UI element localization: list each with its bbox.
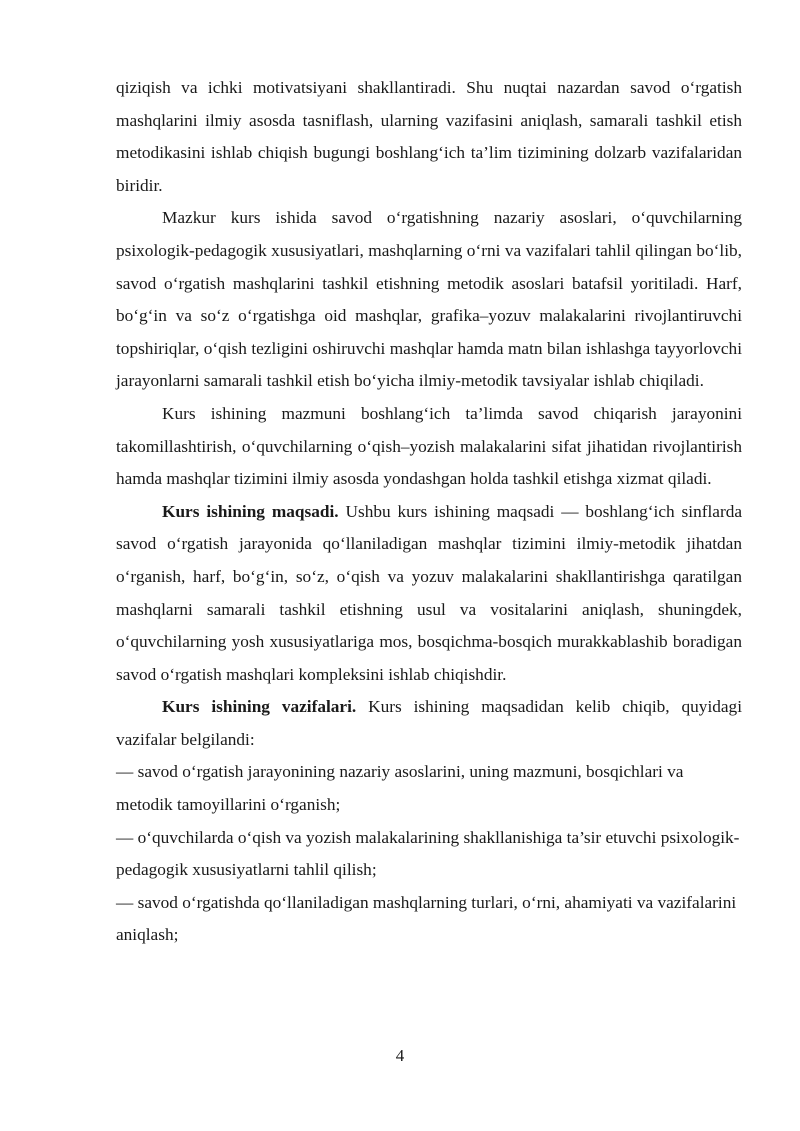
goal-text: Ushbu kurs ishining maqsadi — boshlang‘ich sinflarda savod o‘rgatish jarayonida qo‘llaniladigan mashqlar tizimini ilmiy-metodik jihatdan o‘rganish, harf, bo‘g‘in, so‘z, o‘qish va yozuv malakalarini shakllantirishga qaratilgan mashqlarni samarali tashkil etishning usul va vositalarini aniqlash, shuningdek, o‘quvchilarning yosh xususiyatlariga mos, bosqichma-bosqich murakkablashib boradigan savod o‘rgatish mashqlari kompleksini ishlab chiqishdir. [116, 501, 743, 684]
paragraph-intro-continued: qiziqish va ichki motivatsiyani shakllantiradi. Shu nuqtai nazardan savod o‘rgatish mashqlarini ilmiy asosda tasniflash, ularning vazifasini aniqlash, samarali tashkil etish metodikasini ishlab chiqish bugungi boshlang‘ich ta’lim tizimining dolzarb vazifalaridan biridir. [116, 78, 742, 195]
paragraph-course-content: Kurs ishining mazmuni boshlang‘ich ta’limda savod chiqarish jarayonini takomillashtirish, o‘quvchilarning o‘qish–yozish malakalarini sifat jihatidan rivojlantirish hamda mashqlar tizimini ilmiy asosda yondashgan holda tashkil etishga xizmat qiladi. [116, 403, 742, 489]
tasks-intro-text: Kurs ishining maqsadidan kelib chiqib, quyidagi vazifalar belgilandi: [116, 697, 742, 749]
tasks-heading: Kurs ishining vazifalari. [162, 697, 357, 717]
task-item: — o‘quvchilarda o‘qish va yozish malakalarining shakllanishiga ta’sir etuvchi psixologik-pedagogik xususiyatlarni tahlil qilish; [116, 827, 740, 880]
page-number: 4 [395, 1046, 405, 1065]
task-item: — savod o‘rgatish jarayonining nazariy asoslarini, uning mazmuni, bosqichlari va metodik tamoyillarini o‘rganish; [116, 762, 684, 815]
goal-heading: Kurs ishining maqsadi. [162, 501, 339, 521]
paragraph-course-goal [116, 496, 742, 692]
body-text [116, 72, 742, 952]
paragraph-course-overview: Mazkur kurs ishida savod o‘rgatishning nazariy asoslari, o‘quvchilarning psixologik-pedagogik xususiyatlari, mashqlarning o‘rni va vazifalari tahlil qilingan bo‘lib, savod o‘rgatish mashqlarini tashkil etishning metodik asoslari batafsil yoritiladi. Harf, bo‘g‘in va so‘z o‘rgatishga oid mashqlar, grafika–yozuv malakalarini rivojlantiruvchi topshiriqlar, o‘qish tezligini oshiruvchi mashqlar hamda matn bilan ishlashga tayyorlovchi jarayonlarni samarali tashkil etish bo‘yicha ilmiy-metodik tavsiyalar ishlab chiqiladi. [116, 208, 742, 391]
paragraph-course-tasks [116, 691, 742, 756]
task-item: — savod o‘rgatishda qo‘llaniladigan mashqlarning turlari, o‘rni, ahamiyati va vazifalarini aniqlash; [116, 892, 737, 945]
